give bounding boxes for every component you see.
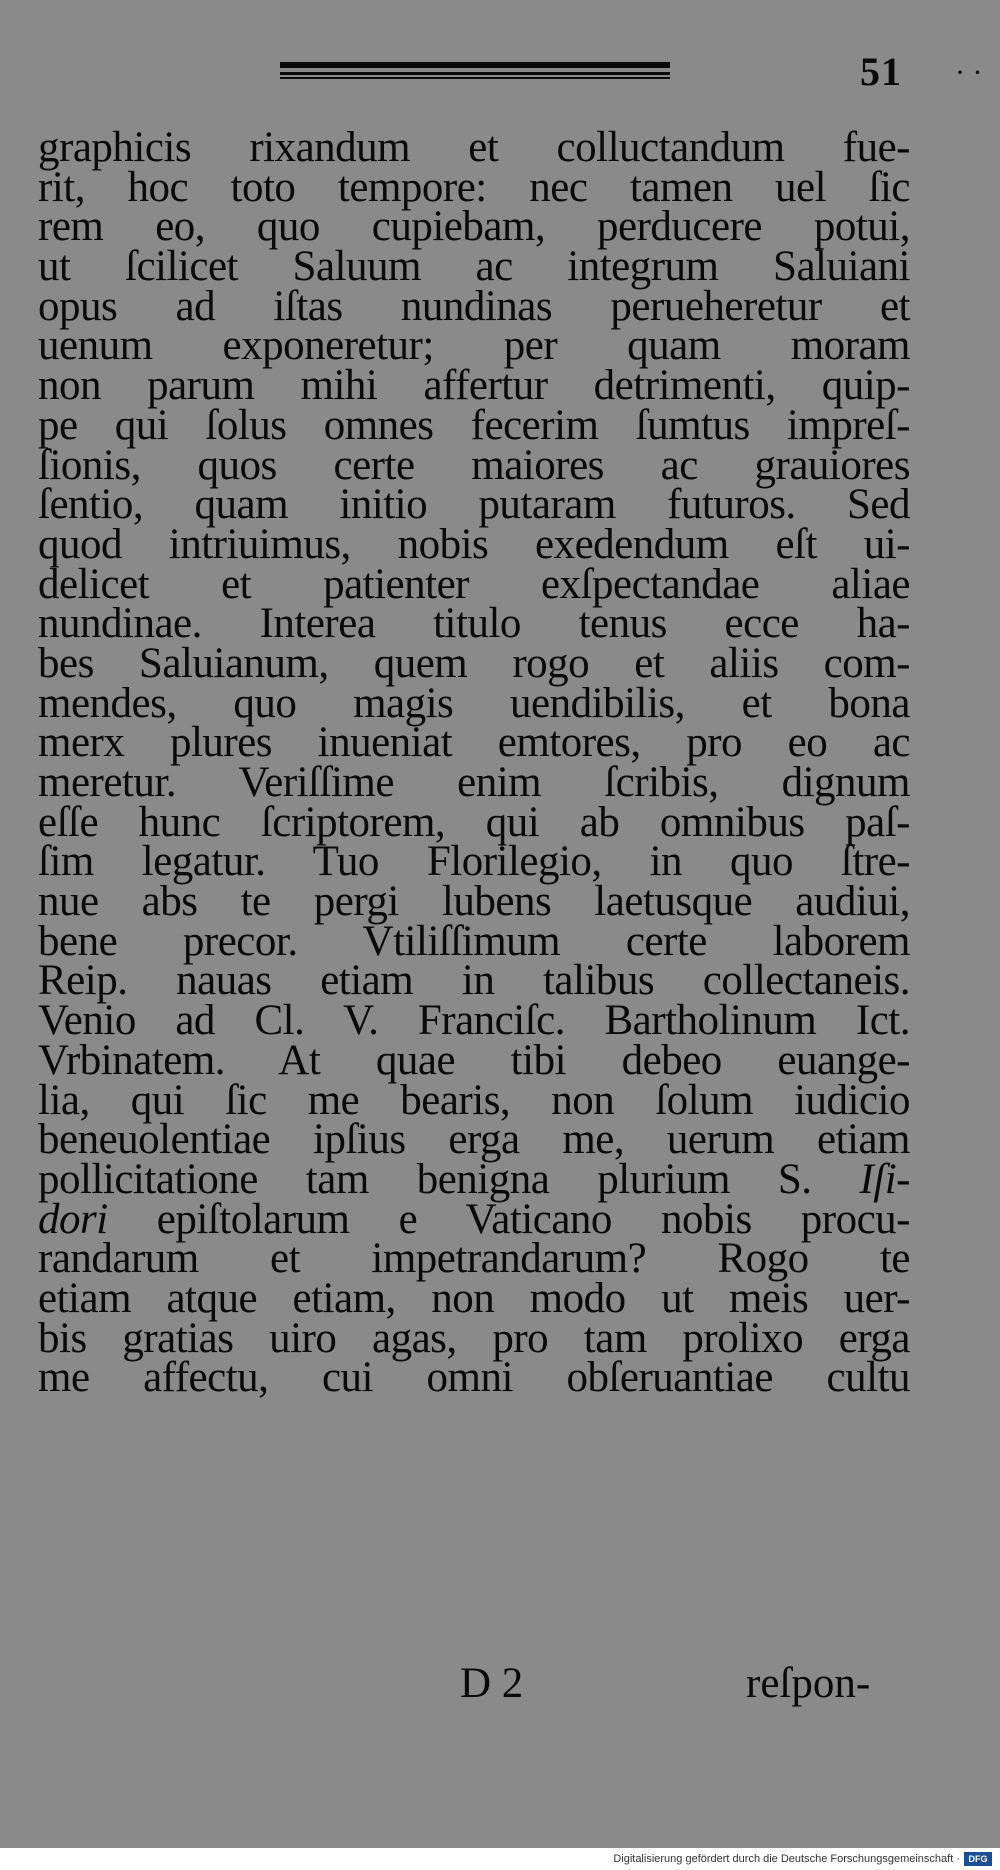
dfg-logo-icon: DFG [964, 1852, 992, 1866]
text-line: meretur. Veriſſime enim ſcribis, dignum [38, 759, 910, 806]
text-line: Venio ad Cl. V. Franciſc. Bartholinum Ict. [38, 997, 910, 1045]
text-line-italic-mix [38, 1195, 910, 1243]
text-line: ſim legatur. Tuo Florilegio, in quo ſtre- [38, 838, 910, 886]
header-rule-hairline [280, 77, 670, 79]
text-line: lia, qui ſic me bearis, non ſolum iudicio [38, 1076, 910, 1124]
body-text [38, 124, 910, 1402]
text-line: non parum mihi affertur detrimenti, quip- [38, 362, 910, 410]
text-line: Vrbinatem. At quae tibi debeo euange- [38, 1036, 910, 1084]
text-line: beneuolentiae ipſius erga me, uerum etiam [38, 1116, 910, 1164]
text-line: nue abs te pergi lubens laetusque audiui, [38, 878, 910, 926]
text-line: ut ſcilicet Saluum ac integrum Saluiani [38, 243, 910, 291]
text-line: uenum exponeretur; per quam moram [38, 322, 910, 370]
text-line-italic-mix [38, 1155, 910, 1203]
text-line: merx plures inueniat emtores, pro eo ac [38, 719, 910, 767]
italic-fragment: Iſi- [859, 1155, 910, 1203]
text-fragment: epiſtolarum e Vaticano nobis procu- [107, 1195, 910, 1243]
text-line: ſionis, quos certe maiores ac grauiores [38, 441, 910, 489]
header-rule [280, 62, 670, 80]
text-line: bene precor. Vtiliſſimum certe laborem [38, 917, 910, 965]
text-line: bis gratias uiro agas, pro tam prolixo erga [38, 1314, 910, 1362]
text-line: opus ad iſtas nundinas perueheretur et [38, 282, 910, 330]
text-line: mendes, quo magis uendibilis, et bona [38, 679, 910, 727]
text-line: etiam atque etiam, non modo ut meis uer- [38, 1274, 910, 1322]
text-line: ſentio, quam initio putaram futuros. Sed [38, 481, 910, 529]
margin-mark: · · [955, 56, 983, 89]
text-line: randarum et impetrandarum? Rogo te [38, 1235, 910, 1283]
catchword: reſpon- [746, 1660, 871, 1707]
text-line: bes Saluianum, quem rogo et aliis com- [38, 639, 910, 687]
text-line: quod intriuimus, nobis exedendum eſt ui- [38, 520, 910, 568]
text-line: rit, hoc toto tempore: nec tamen uel ſic [38, 163, 910, 211]
text-fragment: pollicitatione tam benigna plurium S. [38, 1155, 860, 1203]
text-line: me affectu, cui omni obſeruantiae cultu [38, 1354, 910, 1402]
header-rule-thick [280, 62, 670, 68]
text-line: pe qui ſolus omnes fecerim ſumtus impreſ- [38, 401, 910, 449]
header-rule-thin [280, 72, 670, 75]
signature-mark: D 2 [460, 1660, 524, 1707]
text-line: Reip. nauas etiam in talibus collectaneis. [38, 957, 910, 1005]
text-line: graphicis rixandum et colluctandum fue- [38, 124, 910, 171]
text-line: rem eo, quo cupiebam, perducere potui, [38, 203, 910, 251]
text-line: delicet et patienter exſpectandae aliae [38, 560, 910, 608]
credit-text: Digitalisierung gefördert durch die Deutsche Forschungsgemeinschaft · [613, 1853, 960, 1865]
text-line: eſſe hunc ſcriptorem, qui ab omnibus paſ- [38, 798, 910, 846]
italic-fragment: dori [38, 1195, 108, 1243]
text-line: nundinae. Interea titulo tenus ecce ha- [38, 600, 910, 648]
page-number: 51 [860, 49, 902, 94]
credit-bar [0, 1848, 1000, 1870]
